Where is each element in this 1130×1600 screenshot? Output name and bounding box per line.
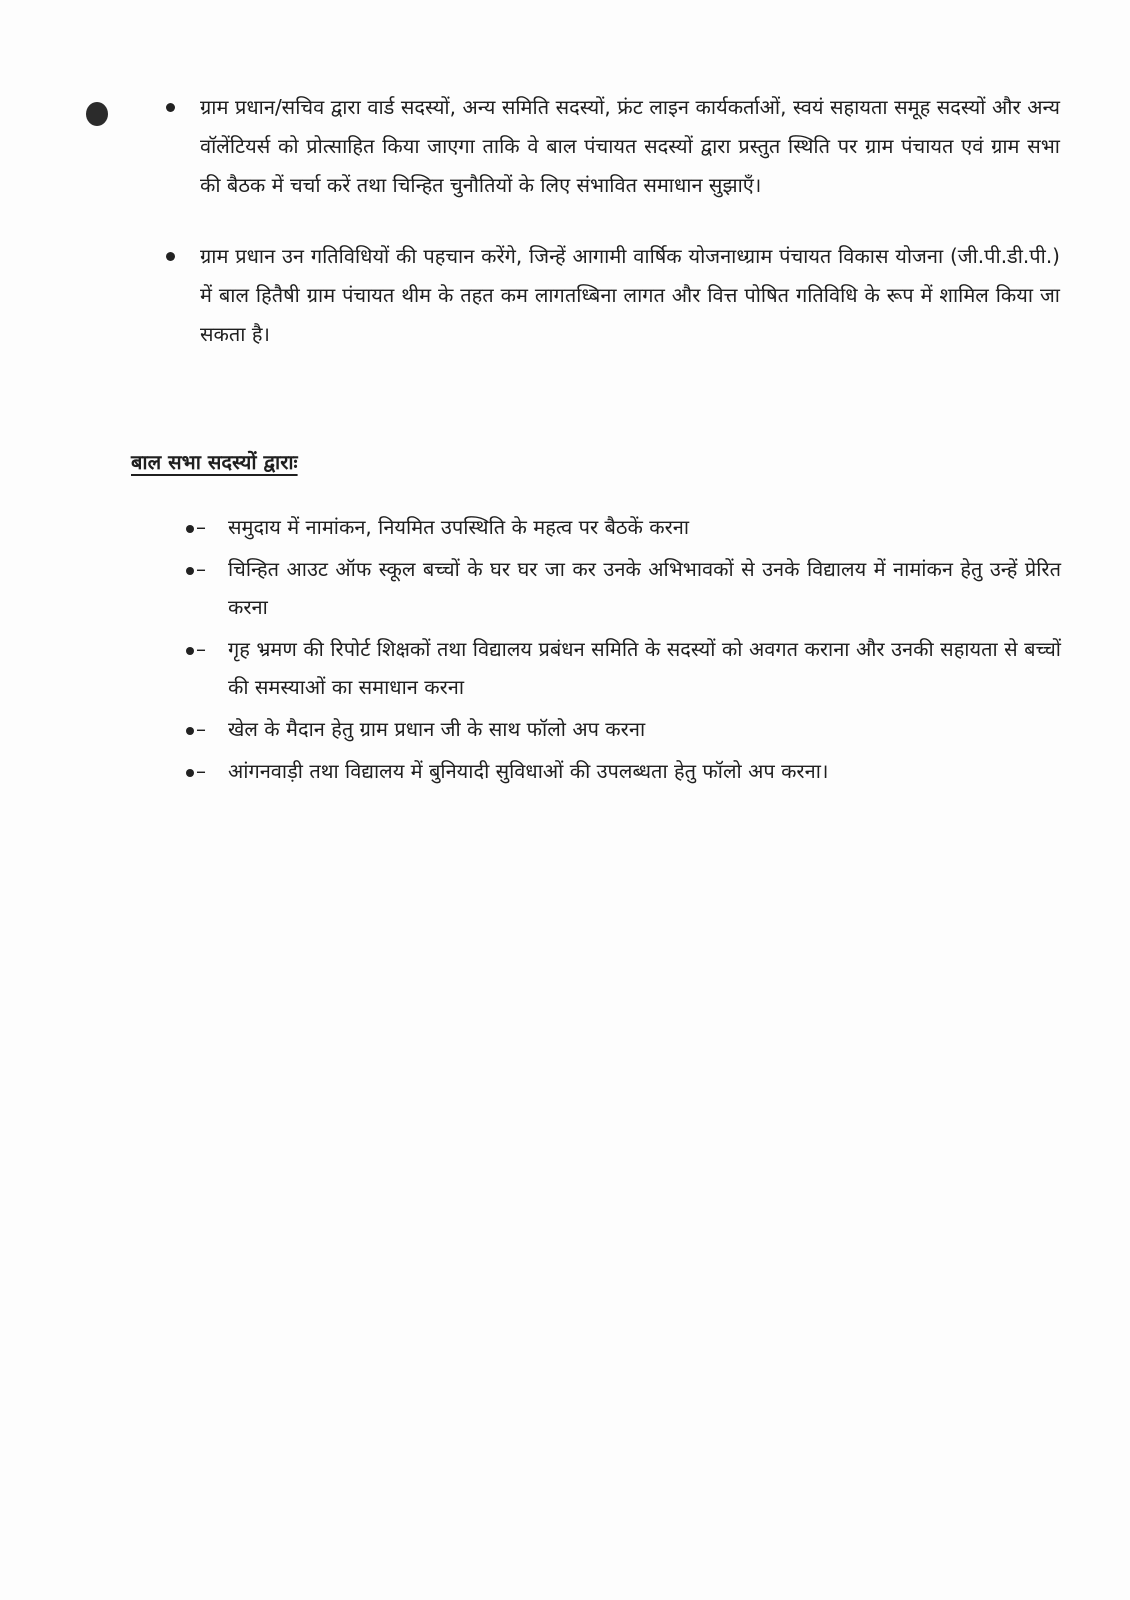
list-item: [186, 752, 1061, 790]
list-item-text: समुदाय में नामांकन, नियमित उपस्थिति के महत्व पर बैठकें करना: [228, 515, 690, 539]
punch-hole-mark: [86, 102, 108, 126]
bullet-dot-icon: [166, 103, 175, 112]
list-item: [186, 710, 1061, 748]
list-item-text: गृह भ्रमण की रिपोर्ट शिक्षकों तथा विद्यालय प्रबंधन समिति के सदस्यों को अवगत कराना और उनकी सहायता से बच्चों की समस्याओं का समाधान करना: [228, 637, 1061, 699]
list-item: [186, 508, 1061, 546]
bullet-dash-icon: –: [186, 508, 206, 546]
bullet-dash-icon: –: [186, 550, 206, 588]
section-heading: बाल सभा सदस्यों द्वाराः: [131, 450, 298, 474]
bullet-dash-icon: –: [186, 630, 206, 668]
list-item: [160, 237, 1060, 354]
list-item-text: आंगनवाड़ी तथा विद्यालय में बुनियादी सुविधाओं की उपलब्धता हेतु फॉलो अप करना।: [228, 759, 829, 783]
list-item: [186, 630, 1061, 706]
bullet-dot-icon: [166, 252, 175, 261]
list-item-text: ग्राम प्रधान उन गतिविधियों की पहचान करेंगे, जिन्हें आगामी वार्षिक योजनाध्ग्राम पंचायत विकास योजना (जी.पी.डी.पी.) में बाल हितैषी ग्राम पंचायत थीम के तहत कम लागतध्बिना लागत और वित्त पोषित गतिविधि के रूप में शामिल किया जा सकता है।: [200, 244, 1060, 346]
bullet-dash-icon: –: [186, 710, 206, 748]
list-item-text: खेल के मैदान हेतु ग्राम प्रधान जी के साथ फॉलो अप करना: [228, 717, 646, 741]
list-item: [160, 88, 1060, 205]
top-bullet-list: [160, 88, 1060, 386]
list-item-text: चिन्हित आउट ऑफ स्कूल बच्चों के घर घर जा कर उनके अभिभावकों से उनके विद्यालय में नामांकन हेतु उन्हें प्रेरित करना: [228, 557, 1061, 619]
bal-sabha-list: [186, 508, 1061, 794]
bullet-dash-icon: –: [186, 752, 206, 790]
list-item-text: ग्राम प्रधान/सचिव द्वारा वार्ड सदस्यों, अन्य समिति सदस्यों, फ्रंट लाइन कार्यकर्ताओं, स्वयं सहायता समूह सदस्यों और अन्य वॉलेंटियर्स को प्रोत्साहित किया जाएगा ताकि वे बाल पंचायत सदस्यों द्वारा प्रस्तुत स्थिति पर ग्राम पंचायत एवं ग्राम सभा की बैठक में चर्चा करें तथा चिन्हित चुनौतियों के लिए संभावित समाधान सुझाएँ।: [200, 95, 1060, 197]
list-item: [186, 550, 1061, 626]
